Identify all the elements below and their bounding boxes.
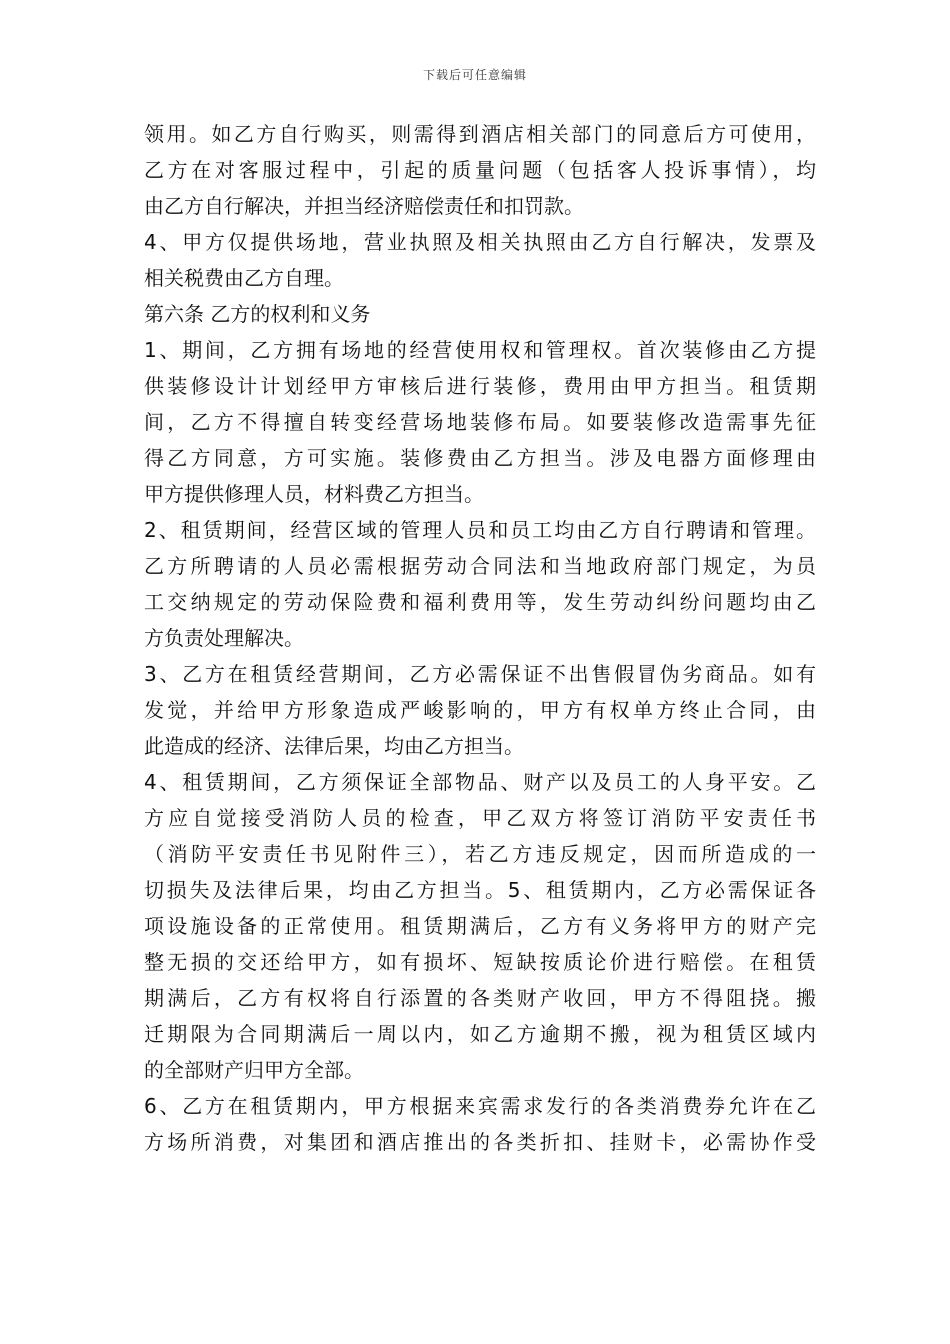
text-line: 迁期限为合同期满后一周以内，如乙方逾期不搬，视为租赁区域内 (144, 1022, 816, 1046)
text-line: 此造成的经济、法律后果，均由乙方担当。 (144, 734, 524, 758)
text-line: 间，乙方不得擅自转变经营场地装修布局。如要装修改造需事先征 (144, 410, 816, 434)
text-line: （消防平安责任书见附件三），若乙方违反规定，因而所造成的一 (144, 842, 816, 866)
text-line: 方场所消费，对集团和酒店推出的各类折扣、挂财卡，必需协作受 (144, 1130, 816, 1154)
text-line: 乙方所聘请的人员必需根据劳动合同法和当地政府部门规定，为员 (144, 554, 816, 578)
text-line: 甲方提供修理人员，材料费乙方担当。 (144, 482, 484, 506)
text-line: 4、租赁期间，乙方须保证全部物品、财产以及员工的人身平安。乙 (144, 770, 816, 794)
text-line: 6、乙方在租赁期内，甲方根据来宾需求发行的各类消费券允许在乙 (144, 1094, 816, 1118)
text-line: 期满后，乙方有权将自行添置的各类财产收回，甲方不得阻挠。搬 (144, 986, 816, 1010)
document-body (144, 116, 816, 1160)
text-line: 3、乙方在租赁经营期间，乙方必需保证不出售假冒伪劣商品。如有 (144, 662, 816, 686)
text-line: 切损失及法律后果，均由乙方担当。5、租赁期内，乙方必需保证各 (144, 878, 816, 902)
text-line: 由乙方自行解决，并担当经济赔偿责任和扣罚款。 (144, 194, 584, 218)
text-line: 方应自觉接受消防人员的检查，甲乙双方将签订消防平安责任书 (144, 806, 816, 830)
text-line: 方负责处理解决。 (144, 626, 304, 650)
text-line: 1、期间，乙方拥有场地的经营使用权和管理权。首次装修由乙方提 (144, 338, 816, 362)
text-line: 第六条 乙方的权利和义务 (144, 302, 371, 326)
text-line: 2、租赁期间，经营区域的管理人员和员工均由乙方自行聘请和管理。 (144, 518, 816, 542)
text-line: 相关税费由乙方自理。 (144, 266, 344, 290)
text-line: 供装修设计计划经甲方审核后进行装修，费用由甲方担当。租赁期 (144, 374, 816, 398)
text-line: 领用。如乙方自行购买，则需得到酒店相关部门的同意后方可使用， (144, 122, 816, 146)
text-line: 乙方在对客服过程中，引起的质量问题（包括客人投诉事情），均 (144, 158, 816, 182)
text-line: 工交纳规定的劳动保险费和福利费用等，发生劳动纠纷问题均由乙 (144, 590, 816, 614)
text-line: 得乙方同意，方可实施。装修费由乙方担当。涉及电器方面修理由 (144, 446, 816, 470)
text-line: 项设施设备的正常使用。租赁期满后，乙方有义务将甲方的财产完 (144, 914, 816, 938)
text-line: 整无损的交还给甲方，如有损坏、短缺按质论价进行赔偿。在租赁 (144, 950, 816, 974)
page-header: 下载后可任意编辑 (422, 68, 527, 82)
text-line: 发觉，并给甲方形象造成严峻影响的，甲方有权单方终止合同，由 (144, 698, 816, 722)
text-line: 4、甲方仅提供场地，营业执照及相关执照由乙方自行解决，发票及 (144, 230, 816, 254)
text-line: 的全部财产归甲方全部。 (144, 1058, 364, 1082)
